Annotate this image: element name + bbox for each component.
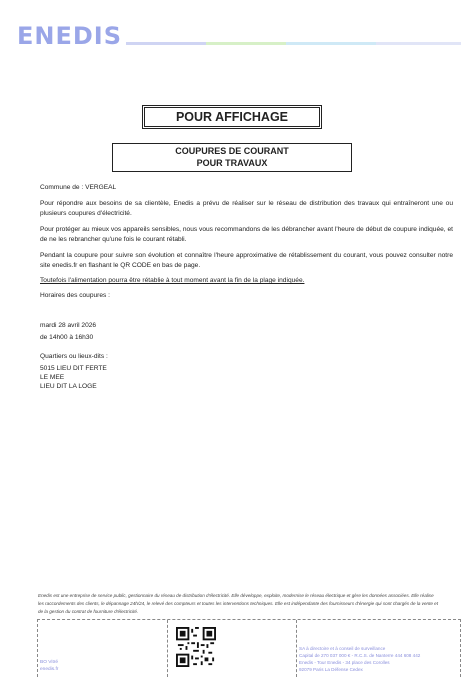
header-rule-3	[286, 42, 376, 45]
horaires-label: Horaires des coupures :	[40, 292, 111, 299]
coupures-line2: POUR TRAVAUX	[196, 157, 268, 168]
footer-divider	[167, 620, 168, 677]
qr-code-icon[interactable]	[176, 627, 216, 667]
enedis-logo	[17, 23, 122, 49]
quartier-item: 5015 LIEU DIT FERTE	[40, 365, 107, 372]
quartier-item: LE MEE	[40, 374, 65, 381]
coupures-line1: COUPURES DE COURANT	[175, 146, 289, 156]
header-rule-2	[206, 42, 286, 45]
footer-legal-3: Enedis - Tour Enedis - 34 place des Corolles	[299, 660, 390, 665]
footer-legal-4: 92079 Paris La Défense Cedex	[299, 667, 363, 672]
footer-legal-2: Capital de 270 037 000 € - R.C.S. de Nanterre 444 608 442	[299, 653, 421, 658]
pour-affichage-title: POUR AFFICHAGE	[144, 107, 320, 127]
pour-affichage-box	[142, 105, 322, 129]
footer-divider	[296, 620, 297, 677]
paragraph-1: Pour répondre aux besoins de sa clientèle, Enedis a prévu de réaliser sur le réseau de distribution des travaux qui entraîneront une ou plusieurs coupures d'électricité.	[40, 200, 453, 217]
paragraph-4: Toutefois l'alimentation pourra être rétablie à tout moment avant la fin de la plage indiquée.	[40, 277, 305, 284]
paragraph-3: Pendant la coupure pour suivre son évolution et connaître l'heure approximative de rétablissement du courant, vous pouvez consulter notre site enedis.fr en flashant le QR CODE en bas de page.	[40, 252, 453, 269]
paragraph-2: Pour protéger au mieux vos appareils sensibles, nous vous recommandons de les débrancher avant l'heure de début de coupure indiquée, et de ne les rebrancher qu'une fois le courant rétabli.	[40, 226, 453, 243]
footer-left	[40, 659, 58, 673]
commune-line: Commune de : VERGEAL	[40, 184, 117, 191]
coupures-box	[112, 143, 352, 172]
footer-website: enedis.fr	[40, 667, 59, 672]
footer-legal-1: SA à directoire et à conseil de surveillance	[299, 646, 386, 651]
quartier-item: LIEU DIT LA LOGE	[40, 383, 97, 390]
coupure-time: de 14h00 à 16h30	[40, 334, 94, 341]
footer-note: Enedis est une entreprise de service public, gestionnaire du réseau de distribution d'électricité. Elle développe, exploite, modernise le réseau électrique et gère les données associées. Elle réalise les raccordements des clients, le dépannage 24h/24, le relevé des compteurs et toutes les interventions techniques. Elle est indépendante des fournisseurs d'énergie qui sont chargés de la vente et de la gestion du contrat de fourniture d'électricité.	[38, 593, 439, 614]
logo-text: ENEDIS	[17, 22, 123, 50]
footer-office: BO Vitré	[40, 660, 59, 665]
coupure-date: mardi 28 avril 2026	[40, 322, 97, 329]
footer-right	[299, 645, 459, 673]
header-rule-1	[126, 42, 206, 45]
header-rule-4	[376, 42, 461, 45]
quartiers-label: Quartiers ou lieux-dits :	[40, 353, 108, 360]
